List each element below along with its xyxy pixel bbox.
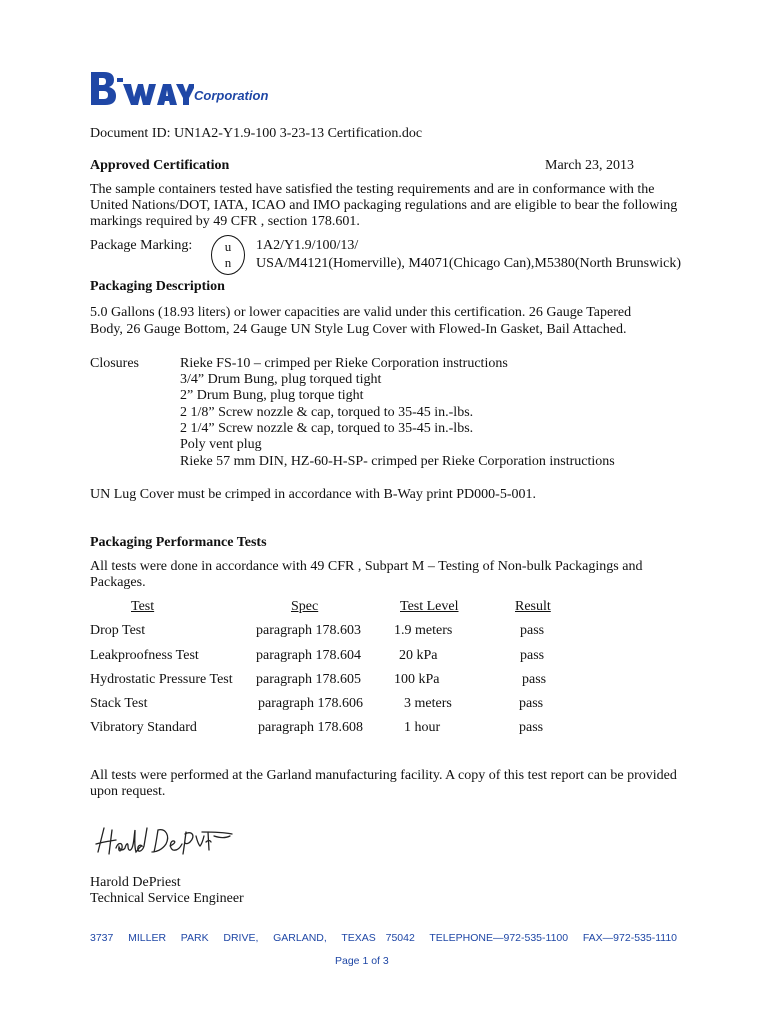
column-header-result: Result: [515, 599, 551, 614]
closing-line-2: upon request.: [90, 784, 166, 799]
performance-intro-line-2: Packages.: [90, 575, 146, 590]
row-result: pass: [520, 648, 545, 663]
closure-item: 2” Drum Bung, plug torque tight: [180, 388, 364, 403]
row-spec: paragraph 178.604: [256, 648, 361, 663]
certification-date: March 23, 2013: [545, 158, 635, 173]
row-test: Hydrostatic Pressure Test: [90, 672, 233, 687]
footer-address: 3737 MILLER PARK DRIVE, GARLAND, TEXAS 75042 TELEPHONE—972-535-1100 FAX—972-535-1110: [90, 932, 678, 944]
row-level: 3 meters: [404, 696, 452, 711]
closing-line-1: All tests were performed at the Garland manufacturing facility. A copy of this test report can be provided: [90, 768, 677, 783]
closure-item: 3/4” Drum Bung, plug torqued tight: [180, 372, 382, 387]
column-header-spec: Spec: [291, 599, 319, 614]
row-test: Leakproofness Test: [90, 648, 199, 663]
packaging-description-heading: Packaging Description: [90, 279, 225, 294]
closure-item: Rieke 57 mm DIN, HZ-60-H-SP- crimped per Rieke Corporation instructions: [180, 454, 615, 469]
performance-heading: Packaging Performance Tests: [90, 535, 267, 550]
signer-title: Technical Service Engineer: [90, 891, 244, 906]
approved-line-3: markings required by 49 CFR , section 178.601.: [90, 214, 360, 229]
logo-corporation-text: Corporation: [194, 88, 269, 103]
bway-logo-mark: [90, 70, 194, 108]
un-symbol-u: u: [224, 239, 232, 254]
row-level: 20 kPa: [399, 648, 438, 663]
closure-item: Poly vent plug: [180, 437, 262, 452]
lug-cover-note: UN Lug Cover must be crimped in accordance with B-Way print PD000-5-001.: [90, 487, 536, 502]
closures-label: Closures: [90, 356, 139, 371]
row-test: Vibratory Standard: [90, 720, 197, 735]
row-level: 1 hour: [404, 720, 441, 735]
row-spec: paragraph 178.603: [256, 623, 361, 638]
row-result: pass: [519, 720, 544, 735]
approved-line-1: The sample containers tested have satisfied the testing requirements and are in conformance with the: [90, 182, 655, 197]
marking-line-2: USA/M4121(Homerville), M4071(Chicago Can),M5380(North Brunswick): [256, 256, 682, 271]
row-test: Stack Test: [90, 696, 148, 711]
row-level: 100 kPa: [394, 672, 440, 687]
row-test: Drop Test: [90, 623, 146, 638]
column-header-test: Test: [131, 599, 155, 614]
signer-name: Harold DePriest: [90, 875, 181, 890]
closure-item: Rieke FS-10 – crimped per Rieke Corporation instructions: [180, 356, 508, 371]
row-result: pass: [519, 696, 544, 711]
row-result: pass: [520, 623, 545, 638]
approved-line-2: United Nations/DOT, IATA, ICAO and IMO packaging regulations and are eligible to bear the following: [90, 198, 678, 213]
column-header-test-level: Test Level: [400, 599, 459, 614]
packaging-description-line-1: 5.0 Gallons (18.93 liters) or lower capacities are valid under this certification. 26 Gauge Tapered: [90, 305, 632, 320]
row-level: 1.9 meters: [394, 623, 453, 638]
row-spec: paragraph 178.608: [258, 720, 363, 735]
row-spec: paragraph 178.605: [256, 672, 361, 687]
un-symbol-n: n: [224, 255, 232, 270]
packaging-description-line-2: Body, 26 Gauge Bottom, 24 Gauge UN Style Lug Cover with Flowed-In Gasket, Bail Attached.: [90, 322, 627, 337]
closure-item: 2 1/4” Screw nozzle & cap, torqued to 35-45 in.-lbs.: [180, 421, 474, 436]
document-id: Document ID: UN1A2-Y1.9-100 3-23-13 Certification.doc: [90, 126, 423, 141]
page-number: Page 1 of 3: [335, 955, 389, 967]
performance-intro-line-1: All tests were done in accordance with 49 CFR , Subpart M – Testing of Non-bulk Packagings and: [90, 559, 643, 574]
closure-item: 2 1/8” Screw nozzle & cap, torqued to 35-45 in.-lbs.: [180, 405, 474, 420]
marking-line-1: 1A2/Y1.9/100/13/: [256, 238, 359, 253]
approved-heading: Approved Certification: [90, 158, 230, 173]
row-result: pass: [522, 672, 547, 687]
handwritten-signature: [90, 822, 240, 862]
row-spec: paragraph 178.606: [258, 696, 363, 711]
un-symbol: [211, 235, 245, 275]
package-marking-label: Package Marking:: [90, 238, 193, 253]
